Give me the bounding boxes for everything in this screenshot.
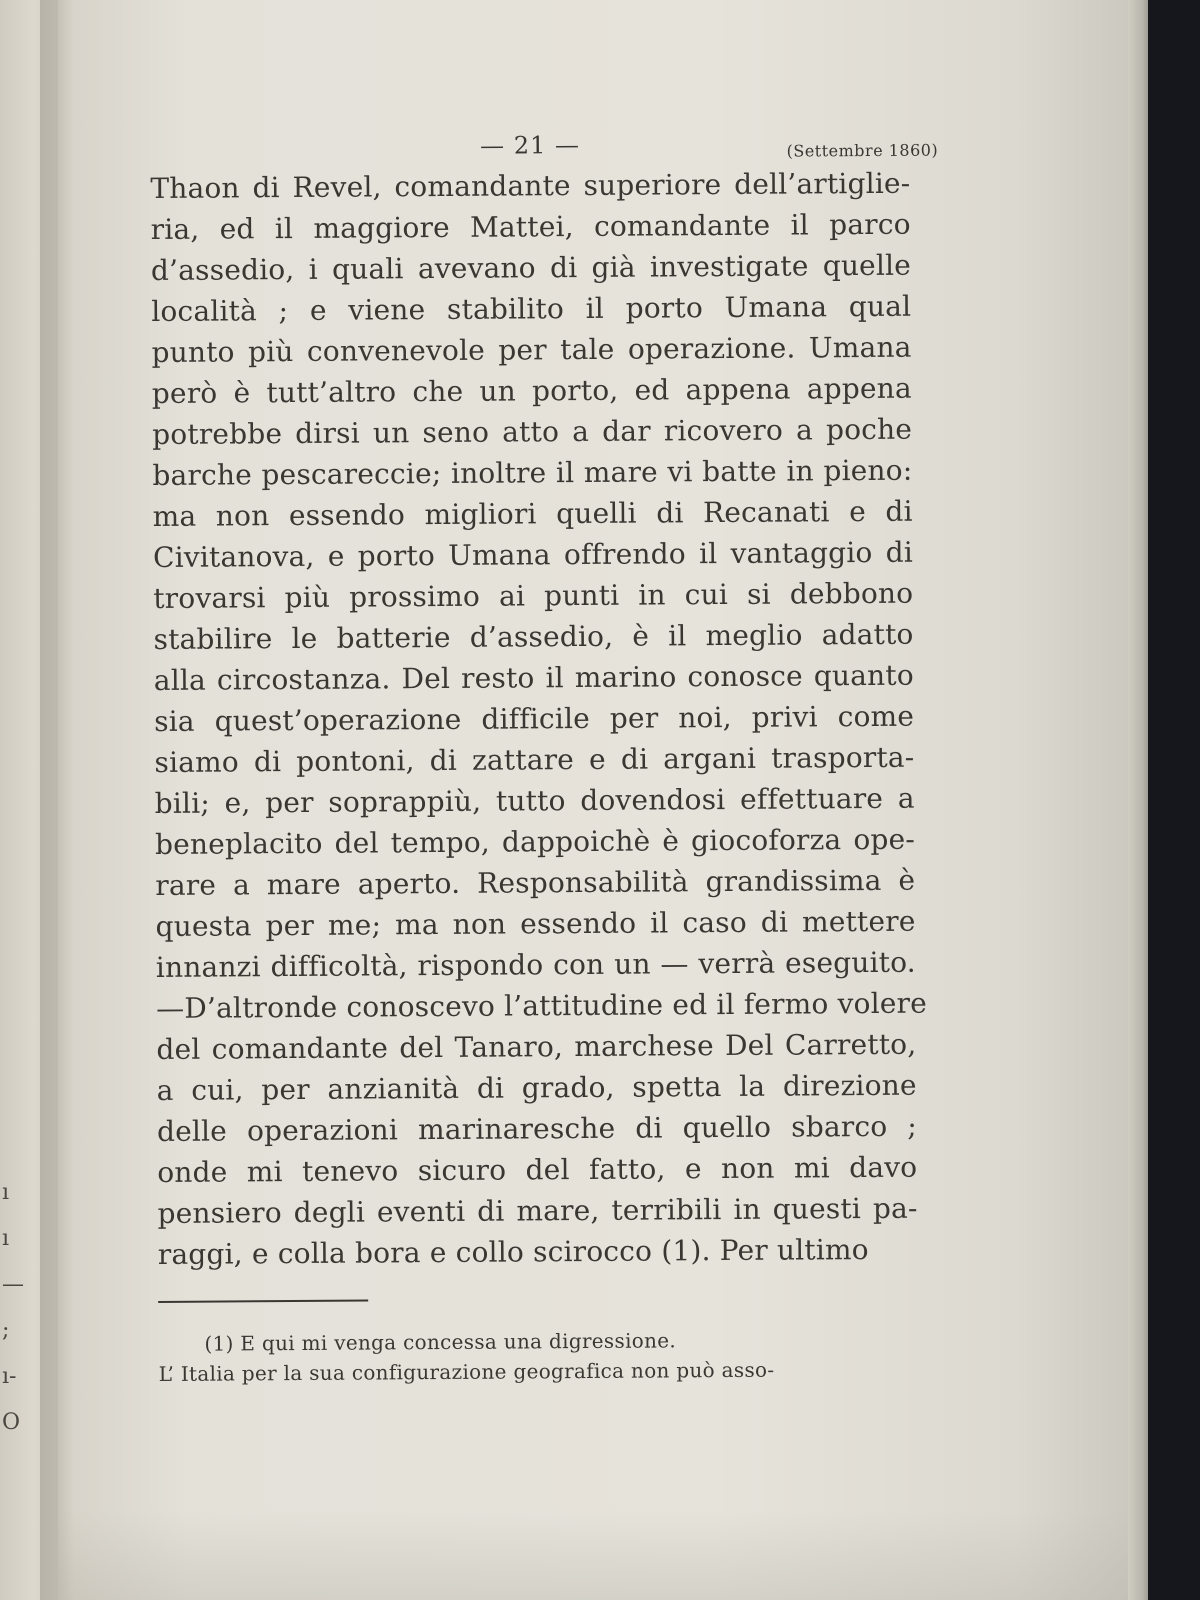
- body-line: potrebbe dirsi un seno atto a dar ricovero a poche: [152, 412, 913, 451]
- body-line: questa per me; ma non essendo il caso di mettere: [155, 904, 916, 943]
- body-line: sia quest’operazione difficile per noi, privi come: [154, 699, 915, 738]
- page-header: [150, 123, 939, 168]
- body-line: però è tutt’altro che un porto, ed appena appena: [151, 371, 912, 410]
- body-line: località ; e viene stabilito il porto Umana qual: [151, 289, 912, 328]
- left-fragment: O: [2, 1410, 21, 1435]
- body-line: d’assedio, i quali avevano di già investigate quelle: [150, 248, 912, 287]
- body-line: punto più convenevole per tale operazione. Umana: [151, 330, 912, 369]
- footnote-divider: [158, 1300, 368, 1303]
- body-line: pensiero degli eventi di mare, terribili in questi pa-: [157, 1191, 918, 1230]
- body-line: trovarsi più prossimo ai punti in cui si debbono: [153, 576, 914, 615]
- body-text: [150, 163, 938, 1275]
- body-line: siamo di pontoni, di zattare e di argani trasporta-: [154, 740, 915, 779]
- footnote-line: L’ Italia per la sua configurazione geografica non può asso-: [158, 1357, 775, 1386]
- footnote: [158, 1324, 938, 1389]
- body-line: del comandante del Tanaro, marchese Del Carretto,: [156, 1027, 917, 1066]
- body-line: Thaon di Revel, comandante superiore dell’artiglie-: [150, 166, 911, 205]
- body-line: beneplacito del tempo, dappoichè è giocoforza ope-: [154, 822, 916, 861]
- body-line: ria, ed il maggiore Mattei, comandante il parco: [150, 207, 911, 246]
- body-line: raggi, e colla bora e collo scirocco (1). Per ultimo: [157, 1233, 869, 1271]
- running-head-date: (Settembre 1860): [786, 140, 939, 161]
- left-fragment: ı-: [2, 1364, 17, 1389]
- footnote-line: (1) E qui mi venga concessa una digressione.: [204, 1328, 677, 1356]
- body-line: stabilire le batterie d’assedio, è il meglio adatto: [153, 617, 914, 656]
- body-line: a cui, per anzianità di grado, spetta la direzione: [156, 1068, 917, 1107]
- left-page-text-fragments: [2, 1170, 32, 1446]
- body-line: innanzi difficoltà, rispondo con un — verrà eseguito.: [155, 945, 916, 984]
- body-line: rare a mare aperto. Responsabilità grandissima è: [155, 863, 916, 902]
- page-number: — 21 —: [480, 130, 581, 160]
- book-gutter-shadow: [40, 0, 74, 1600]
- body-line: —D’altronde conoscevo l’attitudine ed il fermo volere: [156, 986, 928, 1025]
- body-line: ma non essendo migliori quelli di Recanati e di: [152, 494, 913, 533]
- body-line: Civitanova, e porto Umana offrendo il vantaggio di: [152, 535, 914, 574]
- body-line: alla circostanza. Del resto il marino conosce quanto: [153, 658, 914, 697]
- left-fragment: ;: [2, 1318, 10, 1343]
- body-line: onde mi tenevo sicuro del fatto, e non mi davo: [157, 1150, 918, 1189]
- body-line: delle operazioni marinaresche di quello sbarco ;: [156, 1109, 918, 1148]
- page-text-block: [150, 123, 939, 1389]
- book-cover-edge: [1148, 0, 1200, 1600]
- body-line: barche pescareccie; inoltre il mare vi batte in pieno:: [152, 453, 913, 492]
- page-bottom-shadow: [58, 1510, 1148, 1600]
- left-fragment: ı: [2, 1180, 10, 1205]
- body-line: bili; e, per soprappiù, tutto dovendosi effettuare a: [154, 781, 915, 820]
- left-fragment: —: [2, 1272, 24, 1297]
- left-fragment: ı: [2, 1226, 10, 1251]
